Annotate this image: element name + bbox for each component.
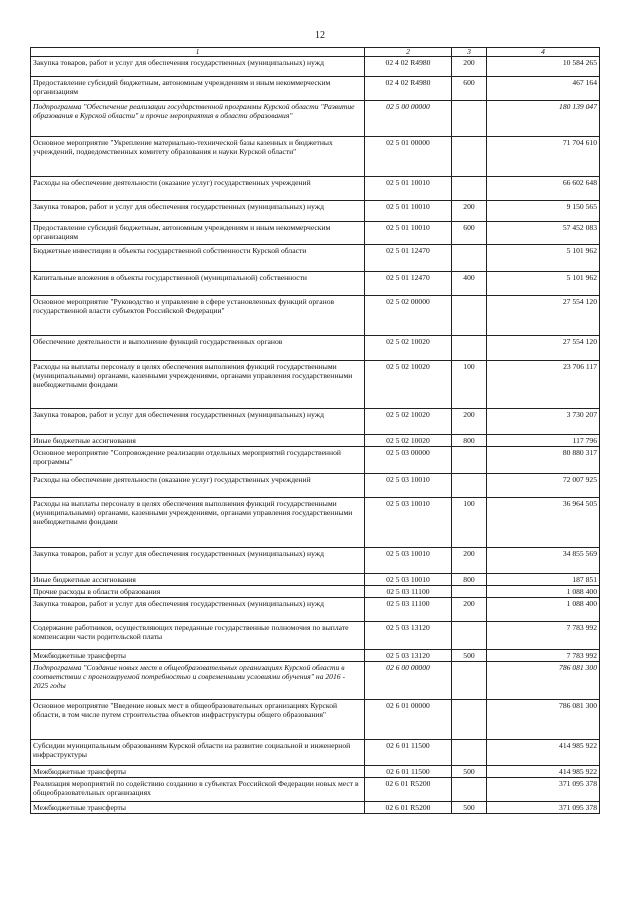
cell-type bbox=[452, 296, 487, 336]
cell-sum: 27 554 120 bbox=[487, 336, 600, 361]
cell-code: 02 6 00 00000 bbox=[365, 662, 452, 700]
cell-name: Основное мероприятие "Руководство и управление в сфере установленных функций органов государственной власти субъектов Российской Федерации" bbox=[31, 296, 365, 336]
cell-name: Межбюджетные трансферты bbox=[31, 766, 365, 778]
table-row bbox=[31, 296, 600, 336]
page-number: 12 bbox=[315, 30, 325, 41]
table-body bbox=[31, 57, 600, 814]
cell-code: 02 5 03 10010 bbox=[365, 474, 452, 498]
cell-type: 200 bbox=[452, 548, 487, 574]
cell-code: 02 5 00 00000 bbox=[365, 101, 452, 137]
cell-code: 02 5 02 00000 bbox=[365, 296, 452, 336]
cell-name: Закупка товаров, работ и услуг для обеспечения государственных (муниципальных) нужд bbox=[31, 409, 365, 435]
cell-type: 100 bbox=[452, 498, 487, 548]
cell-sum: 7 783 992 bbox=[487, 622, 600, 650]
table-row bbox=[31, 201, 600, 222]
cell-code: 02 5 02 10020 bbox=[365, 409, 452, 435]
cell-code: 02 6 01 11500 bbox=[365, 766, 452, 778]
cell-type bbox=[452, 586, 487, 598]
table-row bbox=[31, 137, 600, 177]
cell-code: 02 6 01 00000 bbox=[365, 700, 452, 740]
cell-name: Основное мероприятие "Сопровождение реализации отдельных мероприятий государственной программы" bbox=[31, 447, 365, 474]
cell-code: 02 5 02 10020 bbox=[365, 336, 452, 361]
column-header-code: 2 bbox=[365, 48, 452, 57]
cell-type: 500 bbox=[452, 766, 487, 778]
cell-sum: 7 783 992 bbox=[487, 650, 600, 662]
cell-name: Подпрограмма "Создание новых мест в общеобразовательных организациях Курской области в соответствии с прогнозируемой потребностью и современными условиями обучения" на 2016 - 2025 годы bbox=[31, 662, 365, 700]
table-row bbox=[31, 778, 600, 802]
cell-name: Расходы на выплаты персоналу в целях обеспечения выполнения функций государственными (муниципальными) органами, казенными учреждениями, органами управления государственными внебюджетными фондами bbox=[31, 361, 365, 409]
cell-type bbox=[452, 137, 487, 177]
cell-name: Межбюджетные трансферты bbox=[31, 802, 365, 814]
cell-name: Расходы на выплаты персоналу в целях обеспечения выполнения функций государственными (муниципальными) органами, казенными учреждениями, органами управления государственными внебюджетными фондами bbox=[31, 498, 365, 548]
cell-sum: 786 081 300 bbox=[487, 700, 600, 740]
cell-type bbox=[452, 245, 487, 272]
table-row bbox=[31, 622, 600, 650]
cell-name: Закупка товаров, работ и услуг для обеспечения государственных (муниципальных) нужд bbox=[31, 548, 365, 574]
table-row bbox=[31, 700, 600, 740]
cell-sum: 414 985 922 bbox=[487, 766, 600, 778]
column-header-type: 3 bbox=[452, 48, 487, 57]
cell-code: 02 5 01 10010 bbox=[365, 222, 452, 245]
cell-type bbox=[452, 622, 487, 650]
cell-sum: 5 101 962 bbox=[487, 272, 600, 296]
table-row bbox=[31, 548, 600, 574]
table-row bbox=[31, 57, 600, 77]
table-row bbox=[31, 650, 600, 662]
cell-type: 500 bbox=[452, 802, 487, 814]
cell-name: Межбюджетные трансферты bbox=[31, 650, 365, 662]
cell-code: 02 6 01 R5200 bbox=[365, 802, 452, 814]
column-header-sum: 4 bbox=[487, 48, 600, 57]
cell-type: 600 bbox=[452, 77, 487, 101]
cell-sum: 34 855 569 bbox=[487, 548, 600, 574]
cell-sum: 10 584 265 bbox=[487, 57, 600, 77]
cell-sum: 117 796 bbox=[487, 435, 600, 447]
cell-type bbox=[452, 101, 487, 137]
table-row bbox=[31, 361, 600, 409]
cell-name: Содержание работников, осуществляющих переданные государственные полномочия по выплате компенсации части родительской платы bbox=[31, 622, 365, 650]
cell-sum: 187 851 bbox=[487, 574, 600, 586]
cell-code: 02 5 03 13120 bbox=[365, 650, 452, 662]
cell-name: Расходы на обеспечение деятельности (оказание услуг) государственных учреждений bbox=[31, 177, 365, 201]
cell-type: 200 bbox=[452, 57, 487, 77]
cell-type: 400 bbox=[452, 272, 487, 296]
cell-code: 02 5 03 10010 bbox=[365, 574, 452, 586]
cell-type bbox=[452, 474, 487, 498]
cell-name: Расходы на обеспечение деятельности (оказание услуг) государственных учреждений bbox=[31, 474, 365, 498]
cell-sum: 57 452 083 bbox=[487, 222, 600, 245]
cell-code: 02 6 01 11500 bbox=[365, 740, 452, 766]
cell-type: 500 bbox=[452, 650, 487, 662]
table-row bbox=[31, 574, 600, 586]
cell-code: 02 5 03 00000 bbox=[365, 447, 452, 474]
cell-code: 02 4 02 R4980 bbox=[365, 57, 452, 77]
cell-name: Бюджетные инвестиции в объекты государственной собственности Курской области bbox=[31, 245, 365, 272]
table-row bbox=[31, 766, 600, 778]
cell-sum: 71 704 610 bbox=[487, 137, 600, 177]
cell-name: Предоставление субсидий бюджетным, автономным учреждениям и иным некоммерческим организациям bbox=[31, 77, 365, 101]
cell-type bbox=[452, 778, 487, 802]
table-row bbox=[31, 409, 600, 435]
cell-type bbox=[452, 336, 487, 361]
cell-code: 02 5 01 12470 bbox=[365, 272, 452, 296]
table-row bbox=[31, 586, 600, 598]
cell-sum: 27 554 120 bbox=[487, 296, 600, 336]
table-row bbox=[31, 740, 600, 766]
cell-code: 02 5 03 13120 bbox=[365, 622, 452, 650]
cell-type: 200 bbox=[452, 598, 487, 622]
cell-sum: 1 088 400 bbox=[487, 586, 600, 598]
table-row bbox=[31, 447, 600, 474]
cell-sum: 23 706 117 bbox=[487, 361, 600, 409]
cell-type: 600 bbox=[452, 222, 487, 245]
cell-code: 02 4 02 R4980 bbox=[365, 77, 452, 101]
cell-name: Реализация мероприятий по содействию созданию в субъектах Российской Федерации новых мест в общеобразовательных организациях bbox=[31, 778, 365, 802]
cell-type bbox=[452, 447, 487, 474]
cell-code: 02 6 01 R5200 bbox=[365, 778, 452, 802]
cell-type bbox=[452, 740, 487, 766]
table-row bbox=[31, 272, 600, 296]
table-row bbox=[31, 802, 600, 814]
cell-name: Подпрограмма "Обеспечение реализации государственной программы Курской области "Развитие образования в Курской области" и прочие мероприятия в области образования" bbox=[31, 101, 365, 137]
table-row bbox=[31, 77, 600, 101]
table-row bbox=[31, 498, 600, 548]
cell-code: 02 5 01 12470 bbox=[365, 245, 452, 272]
cell-code: 02 5 03 11100 bbox=[365, 598, 452, 622]
cell-name: Закупка товаров, работ и услуг для обеспечения государственных (муниципальных) нужд bbox=[31, 201, 365, 222]
column-header-name: 1 bbox=[31, 48, 365, 57]
cell-type: 200 bbox=[452, 409, 487, 435]
cell-sum: 467 164 bbox=[487, 77, 600, 101]
cell-sum: 180 139 047 bbox=[487, 101, 600, 137]
cell-type bbox=[452, 700, 487, 740]
cell-sum: 66 602 648 bbox=[487, 177, 600, 201]
cell-sum: 1 088 400 bbox=[487, 598, 600, 622]
cell-name: Капитальные вложения в объекты государственной (муниципальной) собственности bbox=[31, 272, 365, 296]
cell-name: Субсидии муниципальным образованиям Курской области на развитие социальной и инженерной инфраструктуры bbox=[31, 740, 365, 766]
cell-code: 02 5 01 00000 bbox=[365, 137, 452, 177]
cell-sum: 36 964 505 bbox=[487, 498, 600, 548]
cell-sum: 414 985 922 bbox=[487, 740, 600, 766]
cell-name: Закупка товаров, работ и услуг для обеспечения государственных (муниципальных) нужд bbox=[31, 57, 365, 77]
table-row bbox=[31, 177, 600, 201]
cell-type: 200 bbox=[452, 201, 487, 222]
cell-sum: 786 081 300 bbox=[487, 662, 600, 700]
table-row bbox=[31, 336, 600, 361]
cell-sum: 72 007 925 bbox=[487, 474, 600, 498]
table-row bbox=[31, 662, 600, 700]
table-row bbox=[31, 245, 600, 272]
cell-sum: 371 095 378 bbox=[487, 802, 600, 814]
table-header-row bbox=[31, 48, 600, 57]
cell-type: 100 bbox=[452, 361, 487, 409]
cell-code: 02 5 02 10020 bbox=[365, 361, 452, 409]
cell-code: 02 5 02 10020 bbox=[365, 435, 452, 447]
cell-name: Основное мероприятие "Укрепление материально-технической базы казенных и бюджетных учреждений, подведомственных комитету образования и науки Курской области" bbox=[31, 137, 365, 177]
cell-type bbox=[452, 662, 487, 700]
cell-sum: 3 730 207 bbox=[487, 409, 600, 435]
cell-name: Обеспечение деятельности и выполнение функций государственных органов bbox=[31, 336, 365, 361]
cell-name: Прочие расходы в области образования bbox=[31, 586, 365, 598]
cell-name: Предоставление субсидий бюджетным, автономным учреждениям и иным некоммерческим организациям bbox=[31, 222, 365, 245]
cell-type: 800 bbox=[452, 574, 487, 586]
cell-code: 02 5 03 10010 bbox=[365, 548, 452, 574]
cell-name: Закупка товаров, работ и услуг для обеспечения государственных (муниципальных) нужд bbox=[31, 598, 365, 622]
cell-code: 02 5 03 11100 bbox=[365, 586, 452, 598]
budget-table bbox=[30, 47, 600, 814]
cell-sum: 5 101 962 bbox=[487, 245, 600, 272]
cell-name: Основное мероприятие "Введение новых мест в общеобразовательных организациях Курской области, в том числе путем строительства объектов инфраструктуры общего образования" bbox=[31, 700, 365, 740]
cell-code: 02 5 01 10010 bbox=[365, 177, 452, 201]
table-row bbox=[31, 101, 600, 137]
table-row bbox=[31, 474, 600, 498]
cell-type bbox=[452, 177, 487, 201]
cell-code: 02 5 01 10010 bbox=[365, 201, 452, 222]
cell-sum: 371 095 378 bbox=[487, 778, 600, 802]
cell-name: Иные бюджетные ассигнования bbox=[31, 574, 365, 586]
table-row bbox=[31, 435, 600, 447]
cell-type: 800 bbox=[452, 435, 487, 447]
cell-code: 02 5 03 10010 bbox=[365, 498, 452, 548]
cell-sum: 9 150 565 bbox=[487, 201, 600, 222]
table-row bbox=[31, 222, 600, 245]
cell-name: Иные бюджетные ассигнования bbox=[31, 435, 365, 447]
cell-sum: 80 880 317 bbox=[487, 447, 600, 474]
table-row bbox=[31, 598, 600, 622]
